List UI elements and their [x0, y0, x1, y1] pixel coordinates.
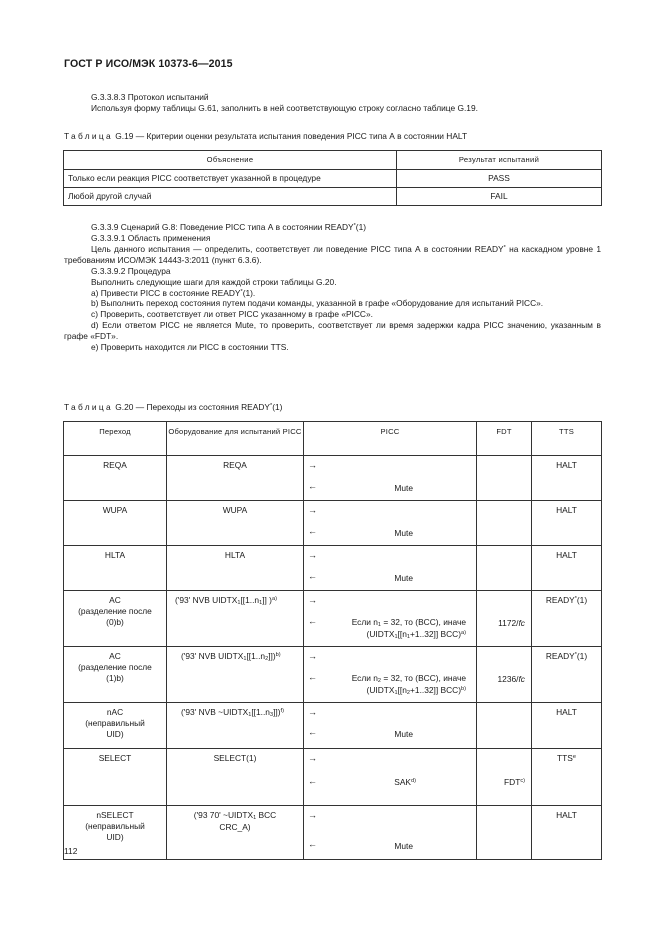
- cell-transition: REQA: [64, 456, 167, 501]
- section-g338: [64, 92, 604, 114]
- section-g339: [64, 222, 601, 353]
- section-heading: G.3.3.8.3 Протокол испытаний: [91, 92, 209, 102]
- table-row: [64, 749, 602, 806]
- cell-fdt: [477, 806, 532, 860]
- step-e: e) Проверить находится ли PICC в состоянии TTS.: [91, 342, 289, 353]
- cell-equipment: ('93 70' ~UIDTX1 BCC CRC_A): [167, 806, 304, 860]
- table-row: [64, 703, 602, 749]
- cell-tts: HALT: [532, 456, 602, 501]
- cell-picc: [304, 647, 477, 703]
- cell-picc: [304, 456, 477, 501]
- cell-tts: HALT: [532, 806, 602, 860]
- cell-transition: AC (разделение после (1)b): [64, 647, 167, 703]
- table-row: [64, 501, 602, 546]
- cell-tts: READY*(1): [532, 647, 602, 703]
- cell-equipment: ('93' NVB UIDTX1[[1..n1]] )$^{a)}$: [167, 591, 304, 647]
- cell-tts: READY*(1): [532, 591, 602, 647]
- cell-fdt: [477, 546, 532, 591]
- scenario-heading: G.3.3.9 Сценарий G.8: Поведение PICC типа А в состоянии READY*(1): [91, 222, 367, 232]
- cell-result: PASS: [397, 170, 602, 188]
- cell-transition: HLTA: [64, 546, 167, 591]
- arrow-right-icon: →: [308, 550, 317, 560]
- table-row: [64, 456, 602, 501]
- column-header-tts: TTS: [532, 422, 602, 456]
- column-header-explanation: Объяснение: [64, 151, 397, 170]
- table-row: [64, 170, 602, 188]
- cell-transition: SELECT: [64, 749, 167, 806]
- caption-text: G.20 — Переходы из состояния READY*(1): [115, 402, 283, 412]
- arrow-left-icon: ←: [308, 727, 317, 737]
- cell-equipment: ('93' NVB UIDTX1[[1..n2]])$^{b)}$: [167, 647, 304, 703]
- cell-fdt: [477, 456, 532, 501]
- picc-response: Mute: [394, 841, 413, 851]
- page-number: 112: [64, 846, 78, 856]
- cell-tts: HALT: [532, 546, 602, 591]
- arrow-right-icon: →: [308, 753, 317, 763]
- column-header-transition: Переход: [64, 422, 167, 456]
- caption-label: Таблица: [64, 131, 113, 141]
- cell-equipment: REQA: [167, 456, 304, 501]
- picc-response: Mute: [394, 528, 413, 538]
- section-text: Используя форму таблицы G.61, заполнить в ней соответствующую строку согласно таблице G.19.: [91, 102, 478, 113]
- step-a: a) Привести PICC в состояние READY*(1).: [91, 287, 256, 298]
- table-g20-caption: [64, 402, 282, 413]
- cell-equipment: ('93' NVB ~UIDTX1[[1..n3]])$^{f)}$: [167, 703, 304, 749]
- table-row: [64, 806, 602, 860]
- arrow-left-icon: ←: [308, 571, 317, 581]
- picc-response: Mute: [394, 573, 413, 583]
- cell-transition: AC (разделение после (0)b): [64, 591, 167, 647]
- column-header-picc: PICC: [304, 422, 477, 456]
- cell-picc: [304, 501, 477, 546]
- picc-response: Если n1 = 32, то (BCC), иначе (UIDTX1[[n1+1..32]] BCC)$^{a)}$: [351, 617, 466, 641]
- cell-tts: HALT: [532, 501, 602, 546]
- step-b: b) Выполнить переход состояния путем подачи команды, указанной в графе «Оборудование для испытаний PICC».: [91, 298, 544, 309]
- cell-picc: [304, 806, 477, 860]
- cell-equipment: WUPA: [167, 501, 304, 546]
- column-header-equipment: Оборудование для испытаний PICC: [167, 422, 304, 456]
- arrow-left-icon: ←: [308, 839, 317, 849]
- cell-transition: WUPA: [64, 501, 167, 546]
- arrow-right-icon: →: [308, 460, 317, 470]
- table-g19-caption: [64, 131, 467, 142]
- arrow-left-icon: ←: [308, 672, 317, 682]
- document-header: ГОСТ Р ИСО/МЭК 10373-6—2015: [64, 58, 233, 70]
- arrow-left-icon: ←: [308, 776, 317, 786]
- caption-text: G.19 — Критерии оценки результата испытания поведения PICC типа А в состоянии HALT: [115, 131, 468, 141]
- table-row: [64, 188, 602, 206]
- cell-fdt: [477, 501, 532, 546]
- fdt-value: 1172/fc: [498, 618, 525, 628]
- table-row: [64, 647, 602, 703]
- cell-transition: nAC (неправильный UID): [64, 703, 167, 749]
- arrow-right-icon: →: [308, 810, 317, 820]
- cell-equipment: HLTA: [167, 546, 304, 591]
- arrow-left-icon: ←: [308, 481, 317, 491]
- arrow-right-icon: →: [308, 651, 317, 661]
- step-c: c) Проверить, соответствует ли ответ PICC указанному в графе «PICC».: [91, 309, 373, 320]
- arrow-right-icon: →: [308, 707, 317, 717]
- arrow-left-icon: ←: [308, 526, 317, 536]
- cell-explanation: Только если реакция PICC соответствует указанной в процедуре: [64, 170, 397, 188]
- arrow-right-icon: →: [308, 505, 317, 515]
- cell-picc: [304, 546, 477, 591]
- table-g19: [63, 150, 602, 206]
- step-d: d) Если ответом PICC не является Mute, то проверить, соответствует ли время задержки кадра PICC значению, указанным в графе «FDT».: [64, 320, 601, 342]
- scope-heading: G.3.3.9.1 Область применения: [91, 232, 211, 243]
- caption-label: Таблица: [64, 402, 113, 412]
- table-row: [64, 546, 602, 591]
- fdt-value: FDT$^{c)}$: [504, 777, 525, 787]
- cell-fdt: [477, 749, 532, 806]
- table-header-row: [64, 422, 602, 456]
- cell-equipment: SELECT(1): [167, 749, 304, 806]
- picc-response: Mute: [394, 483, 413, 493]
- cell-tts: HALT: [532, 703, 602, 749]
- cell-picc: [304, 749, 477, 806]
- procedure-intro: Выполнить следующие шаги для каждой строки таблицы G.20.: [91, 276, 337, 287]
- cell-fdt: [477, 647, 532, 703]
- cell-explanation: Любой другой случай: [64, 188, 397, 206]
- column-header-result: Результат испытаний: [397, 151, 602, 170]
- cell-picc: [304, 591, 477, 647]
- arrow-left-icon: ←: [308, 616, 317, 626]
- cell-result: FAIL: [397, 188, 602, 206]
- scope-text: Цель данного испытания — определить, соответствует ли поведение PICC типа А в состоянии READY* на каскадном уровне 1 требованиям ИСО/МЭК 14443-3:2011 (пункт 6.3.6).: [64, 243, 601, 265]
- picc-response: Mute: [394, 729, 413, 739]
- arrow-right-icon: →: [308, 595, 317, 605]
- picc-response: Если n2 = 32, то (BCC), иначе (UIDTX1[[n2+1..32]] BCC)$^{b)}$: [351, 673, 466, 697]
- cell-tts: TTS$^e$: [532, 749, 602, 806]
- cell-fdt: [477, 703, 532, 749]
- table-row: [64, 591, 602, 647]
- fdt-value: 1236/fc: [497, 674, 525, 684]
- column-header-fdt: FDT: [477, 422, 532, 456]
- procedure-heading: G.3.3.9.2 Процедура: [91, 265, 171, 276]
- table-g20: [63, 421, 602, 860]
- cell-fdt: [477, 591, 532, 647]
- picc-response: SAK$^{d)}$: [394, 777, 416, 787]
- cell-transition: nSELECT (неправильный UID): [64, 806, 167, 860]
- cell-picc: [304, 703, 477, 749]
